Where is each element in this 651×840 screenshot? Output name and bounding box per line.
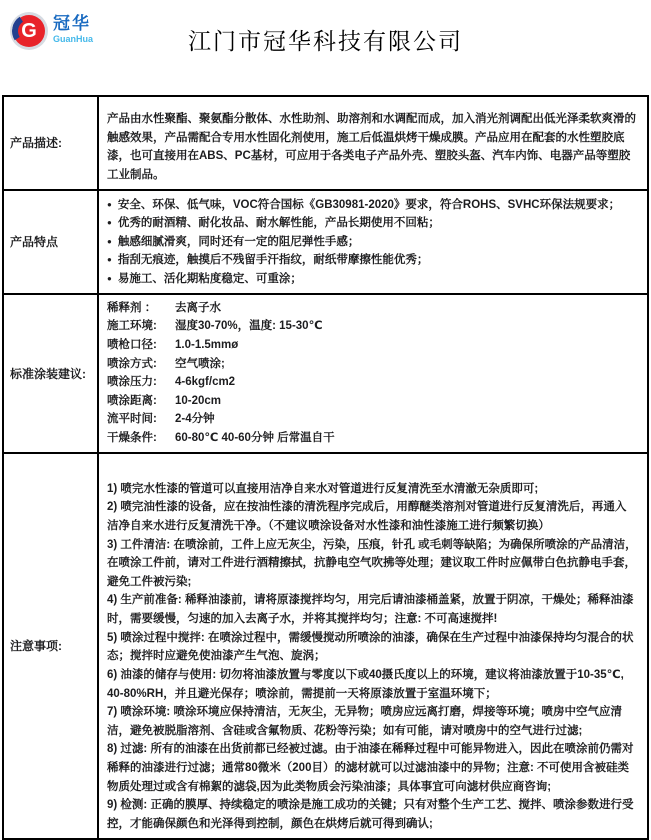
note-item: 8) 过滤: 所有的油漆在出货前都已经被过滤。由于油漆在稀释过程中可能异物进入，因此在喷涂前仍需对稀释的油漆进行过滤；通常80微米（200目）的滤材就可以过滤油漆中的异物；注意: 不可使用含被硅类物质处理过或含有棉絮的滤袋,因为此类物质会污染油漆；具体事宜可向滤材供应商咨询; [107,743,634,793]
spec-label: 喷涂距离: [107,394,157,407]
note-item: 3) 工件清洁: 在喷涂前，工件上应无灰尘，污染，压痕，针孔 或毛刺等缺陷；为确保所喷涂的产品清洁，在喷涂工件前，请对工件进行酒精擦拭，抗静电空气吹拂等处理；建议取工件时应佩带白色抗静电手套，避免工件被污染; [107,538,637,588]
spec-label: 喷枪口径: [107,338,157,351]
feature-item [107,270,637,289]
feature-text: 优秀的耐酒精、耐化妆品、耐水解性能，产品长期使用不回粘； [117,217,440,230]
feature-item [107,196,637,215]
spec-line [107,355,637,374]
spec-line [107,317,637,336]
table-row-precautions [3,453,648,839]
table-row-coating-recommendation [3,294,648,453]
feature-item [107,214,637,233]
product-spec-table [2,95,649,840]
spec-label: 干燥条件: [107,432,157,444]
table-row-features [3,190,648,294]
spec-line [107,336,637,355]
row-label-product-features: 产品特点 [3,190,98,294]
spec-line [107,392,637,411]
logo-wordmark [53,15,93,44]
row-label-coating-recommendation: 标准涂装建议: [3,294,98,453]
feature-text: 安全、环保、低气味，VOC符合国标《GB30981-2020》要求，符合ROHS、SVHC环保法规要求； [117,198,621,211]
document-header [0,0,651,95]
spec-line [107,299,637,318]
feature-item [107,251,637,270]
logo-brand-cn: 冠华 [53,14,91,33]
product-features-list [98,190,648,294]
spec-value: 60-80℃ 40-60分钟 后常温自干 [175,432,335,444]
spec-line [107,410,637,429]
spec-line [107,429,637,448]
note-item: 9) 检测: 正确的膜厚、持续稳定的喷涂是施工成功的关键；只有对整个生产工艺、搅拌、喷涂参数进行受控，才能确保颜色和光泽得到控制，颜色在烘烤后就可得到确认; [107,799,634,830]
spec-value: 2-4分钟 [175,413,215,426]
spec-label: 稀释剂 ： [107,301,157,314]
spec-line [107,373,637,392]
spec-value: 1.0-1.5mmø [175,338,239,351]
spec-value: 空气喷涂; [175,357,225,370]
table-row-description [3,96,648,190]
company-logo [10,12,93,50]
spec-label: 流平时间: [107,413,157,426]
feature-item [107,233,637,252]
logo-brand-en: GuanHua [53,33,94,44]
spec-label: 喷涂压力: [107,376,157,389]
row-label-precautions: 注意事项: [3,453,98,839]
bullet-icon: ● [107,236,112,246]
logo-circle-icon [10,12,48,50]
logo-g-glyph: G [21,19,37,42]
spec-label: 喷涂方式: [107,357,157,370]
bullet-icon: ● [107,274,112,283]
note-item: 4) 生产前准备: 稀释油漆前，请将原漆搅拌均匀，用完后请油漆桶盖紧，放置于阴凉，干燥处；稀释油漆时，需要缓慢，匀速的加入去离子水，并将其搅拌均匀；注意: 不可高速搅拌! [107,594,634,625]
note-item: 6) 油漆的储存与使用: 切勿将油漆放置与零度以下或40摄氏度以上的环境，建议将油漆放置于10-35℃, 40-80%RH，并且避光保存；喷涂前，需提前一天将原漆放置于室温环境下； [107,668,624,700]
page-title: 江门市冠华科技有限公司 [188,29,463,54]
precautions-list [98,453,648,839]
feature-text: 触感细腻滑爽，同时还有一定的阻尼弹性手感； [117,235,360,248]
feature-text: 指刮无痕迹，触摸后不残留手汗指纹，耐纸带摩擦性能优秀； [117,254,429,267]
bullet-icon: ● [107,218,112,228]
spec-value: 10-20cm [175,394,222,407]
row-label-product-description: 产品描述: [3,96,98,190]
note-item: 1) 喷完水性漆的管道可以直接用洁净自来水对管道进行反复清洗至水清澈无杂质即可; [107,482,539,495]
spec-value: 4-6kgf/cm2 [175,376,236,389]
product-description-text: 产品由水性聚酯、聚氨酯分散体、水性助剂、助溶剂和水调配而成，加入消光剂调配出低光泽柔软爽滑的触感效果，产品需配合专用水性固化剂使用，施工后低温烘烤干燥成膜。产品应用在配套的水性塑胶底漆，也可直接用在ABS、PC基材，可应用于各类电子产品外壳、塑胶头盔、汽车内饰、电器产品等塑胶工业制品。 [98,96,648,190]
bullet-icon: ● [107,255,112,265]
spec-label: 施工环境: [107,320,157,333]
note-item: 2) 喷完油性漆的设备，应在按油性漆的清洗程序完成后，用醇醚类溶剂对管道进行反复清洗后，再通入洁净自来水进行反复清洗干净。（不建议喷涂设备对水性漆和油性漆施工进行频繁切换） [107,501,627,532]
spec-value: 去离子水 [175,301,221,314]
spec-value: 湿度30-70%，温度: 15-30℃ [175,320,323,333]
bullet-icon: ● [107,199,112,209]
note-item: 5) 喷涂过程中搅拌: 在喷涂过程中，需缓慢搅动所喷涂的油漆，确保在生产过程中油漆保持均匀混合的状态；搅拌时应避免使油漆产生气泡、旋涡； [107,631,634,663]
feature-text: 易施工、活化期粘度稳定、可重涂； [117,273,302,285]
coating-spec-list [98,294,648,453]
note-item: 7) 喷涂环境: 喷涂环境应保持清洁，无灰尘，无异物；喷房应远离打磨，焊接等环境；喷房中空气应清洁，避免被脱脂溶剂、含硅或含氟物质、花粉等污染；如有可能，请对喷房中的空气进行过滤; [107,706,622,737]
